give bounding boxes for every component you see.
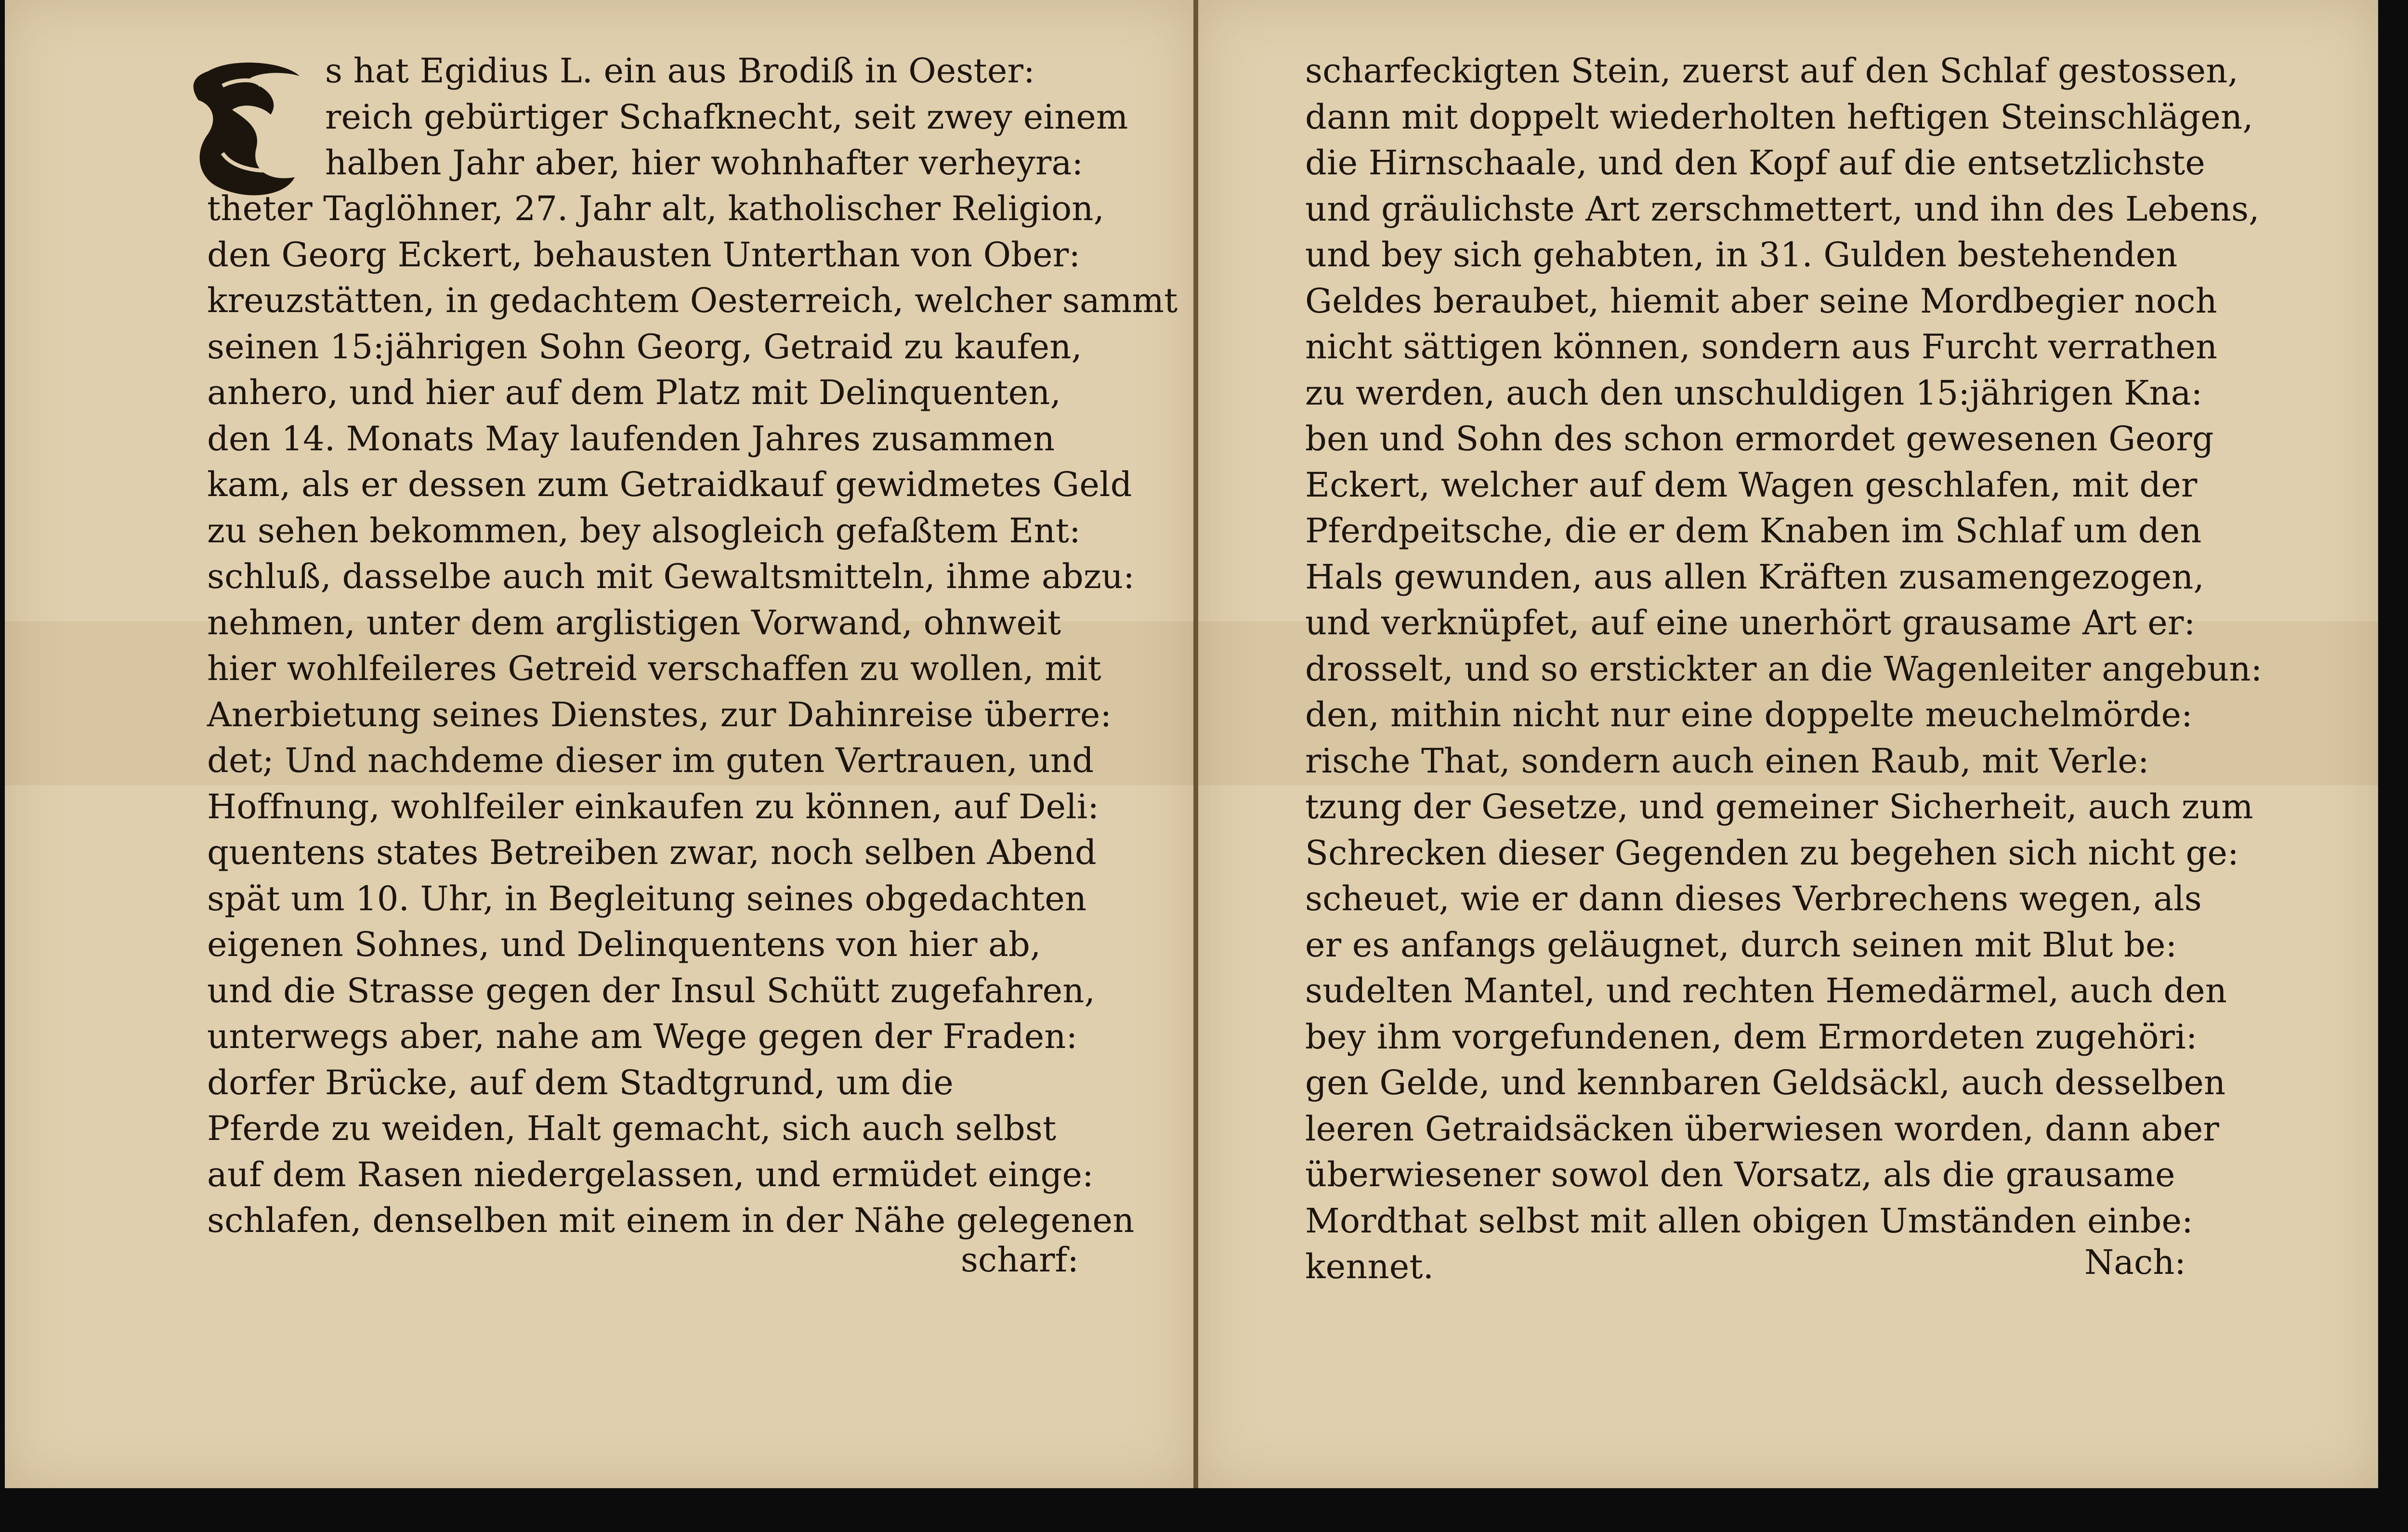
text-line: halben Jahr aber, hier wohnhafter verheyra: bbox=[325, 143, 1084, 183]
text-line: Schrecken dieser Gegenden zu begehen sich nicht ge: bbox=[1305, 833, 2239, 873]
text-line: Eckert, welcher auf dem Wagen geschlafen, mit der bbox=[1305, 465, 2198, 505]
text-line: schlafen, denselben mit einem in der Nähe gelegenen bbox=[207, 1201, 1135, 1240]
text-line: tzung der Gesetze, und gemeiner Sicherheit, auch zum bbox=[1305, 787, 2253, 826]
text-line: eigenen Sohnes, und Delinquentens von hier ab, bbox=[207, 925, 1041, 964]
text-line: rische That, sondern auch einen Raub, mit Verle: bbox=[1305, 741, 2149, 781]
binding-gutter bbox=[1193, 0, 1198, 1488]
text-line: den Georg Eckert, behausten Unterthan von Ober: bbox=[207, 235, 1081, 275]
text-line: seinen 15:jährigen Sohn Georg, Getraid zu kaufen, bbox=[207, 327, 1082, 367]
text-line: spät um 10. Uhr, in Begleitung seines obgedachten bbox=[207, 878, 1087, 918]
text-line: reich gebürtiger Schafknecht, seit zwey einem bbox=[325, 97, 1128, 137]
text-line: ben und Sohn des schon ermordet gewesenen Georg bbox=[1305, 419, 2214, 458]
text-line: nicht sättigen können, sondern aus Furcht verrathen bbox=[1305, 327, 2218, 367]
text-line: hier wohlfeileres Getreid verschaffen zu wollen, mit bbox=[207, 649, 1101, 688]
catchword: scharf: bbox=[961, 1240, 1079, 1280]
text-line: Hoffnung, wohlfeiler einkaufen zu können, auf Deli: bbox=[207, 786, 1099, 826]
text-line: schluß, dasselbe auch mit Gewaltsmitteln, ihme abzu: bbox=[207, 557, 1135, 596]
text-line: die Hirnschaale, und den Kopf auf die entsetzlichste bbox=[1305, 143, 2205, 183]
catchword: Nach: bbox=[2084, 1243, 2186, 1282]
text-line: Anerbietung seines Dienstes, zur Dahinreise überre: bbox=[207, 694, 1112, 734]
text-line: nehmen, unter dem arglistigen Vorwand, ohnweit bbox=[207, 602, 1061, 642]
text-line: anhero, und hier auf dem Platz mit Delinquenten, bbox=[207, 373, 1061, 412]
text-line: leeren Getraidsäcken überwiesen worden, dann aber bbox=[1305, 1109, 2220, 1149]
text-line: scharfeckigten Stein, zuerst auf den Schlaf gestossen, bbox=[1305, 51, 2238, 91]
text-line: theter Taglöhner, 27. Jahr alt, katholischer Religion, bbox=[207, 189, 1105, 228]
drop-cap-ornament bbox=[189, 57, 312, 201]
text-line: und bey sich gehabten, in 31. Gulden bestehenden bbox=[1305, 235, 2178, 275]
right-body-text bbox=[1305, 48, 2321, 1290]
text-line: sudelten Mantel, und rechten Hemedärmel, auch den bbox=[1305, 971, 2227, 1010]
text-line: kam, als er dessen zum Getraidkauf gewidmetes Geld bbox=[207, 465, 1132, 504]
text-line: kreuzstätten, in gedachtem Oesterreich, welcher sammt bbox=[207, 281, 1178, 320]
left-page bbox=[5, 0, 1193, 1488]
text-line: det; Und nachdeme dieser im guten Vertrauen, und bbox=[207, 741, 1094, 780]
text-line: Pferde zu weiden, Halt gemacht, sich auch selbst bbox=[207, 1109, 1057, 1148]
text-line: Mordthat selbst mit allen obigen Umständen einbe: bbox=[1305, 1201, 2193, 1241]
right-page bbox=[1198, 0, 2378, 1488]
text-line: zu werden, auch den unschuldigen 15:jährigen Kna: bbox=[1305, 373, 2203, 413]
text-line: scheuet, wie er dann dieses Verbrechens wegen, als bbox=[1305, 879, 2202, 918]
text-line: s hat Egidius L. ein aus Brodiß in Oester: bbox=[325, 51, 1035, 91]
text-line: dann mit doppelt wiederholten heftigen Steinschlägen, bbox=[1305, 97, 2253, 137]
text-line: den 14. Monats May laufenden Jahres zusammen bbox=[207, 419, 1055, 458]
text-line: Hals gewunden, aus allen Kräften zusamengezogen, bbox=[1305, 557, 2204, 597]
text-line: Geldes beraubet, hiemit aber seine Mordbegier noch bbox=[1305, 281, 2217, 321]
text-line: bey ihm vorgefundenen, dem Ermordeten zugehöri: bbox=[1305, 1017, 2198, 1057]
text-line: kennet. bbox=[1305, 1247, 1434, 1286]
text-line: quentens states Betreiben zwar, noch selben Abend bbox=[207, 833, 1097, 872]
text-line: zu sehen bekommen, bey alsogleich gefaßtem Ent: bbox=[207, 511, 1081, 550]
text-line: dorfer Brücke, auf dem Stadtgrund, um die bbox=[207, 1062, 954, 1102]
text-line: und gräulichste Art zerschmettert, und ihn des Lebens, bbox=[1305, 189, 2260, 229]
left-first-lines bbox=[325, 48, 1128, 186]
text-line: gen Gelde, und kennbaren Geldsäckl, auch desselben bbox=[1305, 1063, 2226, 1102]
text-line: überwiesener sowol den Vorsatz, als die grausame bbox=[1305, 1155, 2175, 1194]
text-line: und verknüpfet, auf eine unerhört grausame Art er: bbox=[1305, 603, 2196, 642]
text-line: Pferdpeitsche, die er dem Knaben im Schlaf um den bbox=[1305, 511, 2202, 550]
text-line: auf dem Rasen niedergelassen, und ermüdet einge: bbox=[207, 1154, 1094, 1194]
left-body-text bbox=[207, 186, 1178, 1244]
text-line: er es anfangs geläugnet, durch seinen mit Blut be: bbox=[1305, 925, 2177, 965]
text-line: den, mithin nicht nur eine doppelte meuchelmörde: bbox=[1305, 695, 2193, 734]
text-line: drosselt, und so erstickter an die Wagenleiter angebun: bbox=[1305, 649, 2263, 689]
text-line: unterwegs aber, nahe am Wege gegen der Fraden: bbox=[207, 1017, 1078, 1056]
text-line: und die Strasse gegen der Insul Schütt zugefahren, bbox=[207, 970, 1096, 1010]
